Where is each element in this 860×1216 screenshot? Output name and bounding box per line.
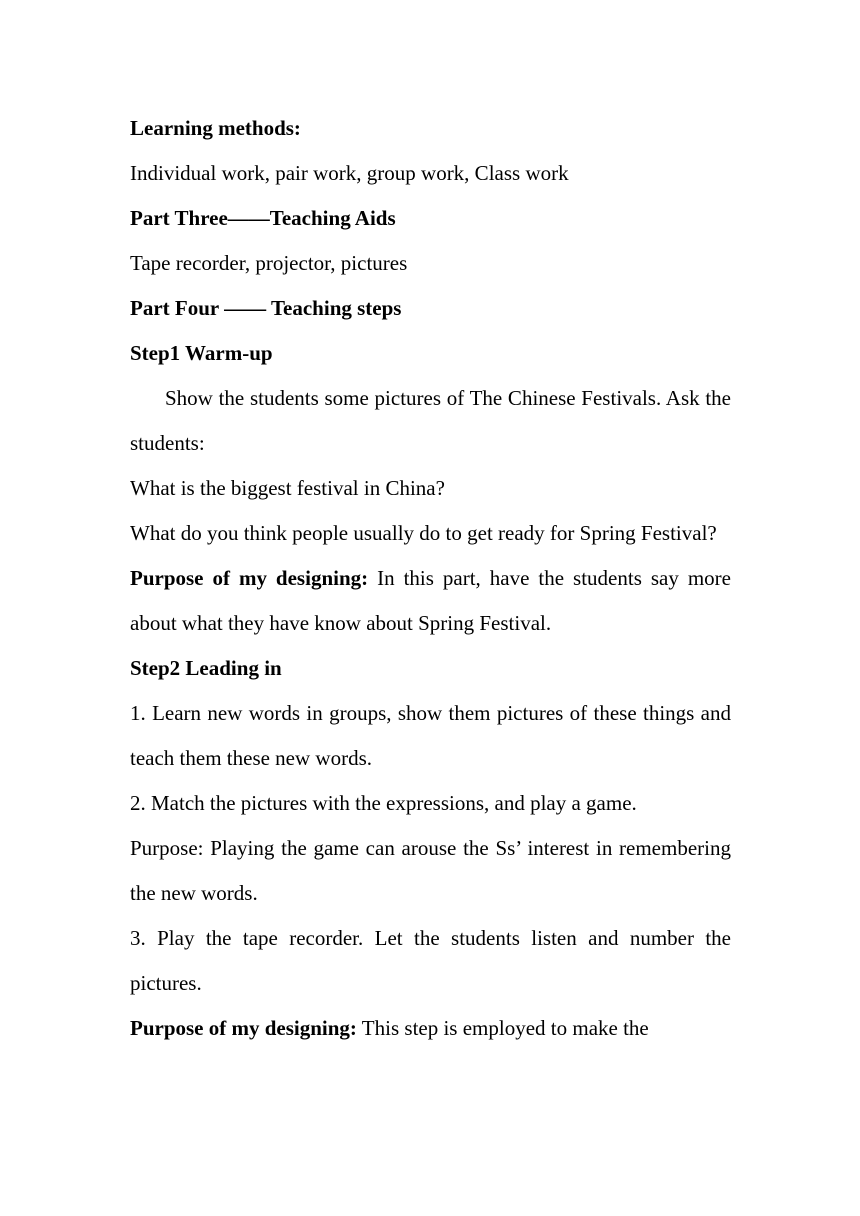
step2-heading: Step2 Leading in xyxy=(130,656,282,680)
step1-paragraph: Show the students some pictures of The Chinese Festivals. Ask the students: xyxy=(130,386,731,455)
list-item-3: 3. Play the tape recorder. Let the students listen and number the pictures. xyxy=(130,926,731,995)
purpose-paragraph-3 xyxy=(130,1006,731,1051)
list-item-2: 2. Match the pictures with the expressions, and play a game. xyxy=(130,791,637,815)
step1-heading: Step1 Warm-up xyxy=(130,341,273,365)
purpose-text-1: In this part, have the students say more about what they have know about Spring Festival. xyxy=(130,566,731,635)
question-get-ready: What do you think people usually do to get ready for Spring Festival? xyxy=(130,521,717,545)
purpose-paragraph-1 xyxy=(130,556,731,646)
teaching-aids-text: Tape recorder, projector, pictures xyxy=(130,251,408,275)
purpose-label-3: Purpose of my designing: xyxy=(130,1016,357,1040)
purpose-paragraph-2: Purpose: Playing the game can arouse the Ss’ interest in remembering the new words. xyxy=(130,836,731,905)
learning-methods-heading: Learning methods: xyxy=(130,116,301,140)
part-four-heading: Part Four —— Teaching steps xyxy=(130,296,402,320)
part-three-heading: Part Three——Teaching Aids xyxy=(130,206,396,230)
purpose-label-1: Purpose of my designing: xyxy=(130,566,369,590)
list-item-1: 1. Learn new words in groups, show them pictures of these things and teach them these new words. xyxy=(130,701,731,770)
document-page xyxy=(130,106,731,1051)
question-biggest-festival: What is the biggest festival in China? xyxy=(130,476,445,500)
learning-methods-text: Individual work, pair work, group work, Class work xyxy=(130,161,569,185)
purpose-text-3: This step is employed to make the xyxy=(356,1016,649,1040)
